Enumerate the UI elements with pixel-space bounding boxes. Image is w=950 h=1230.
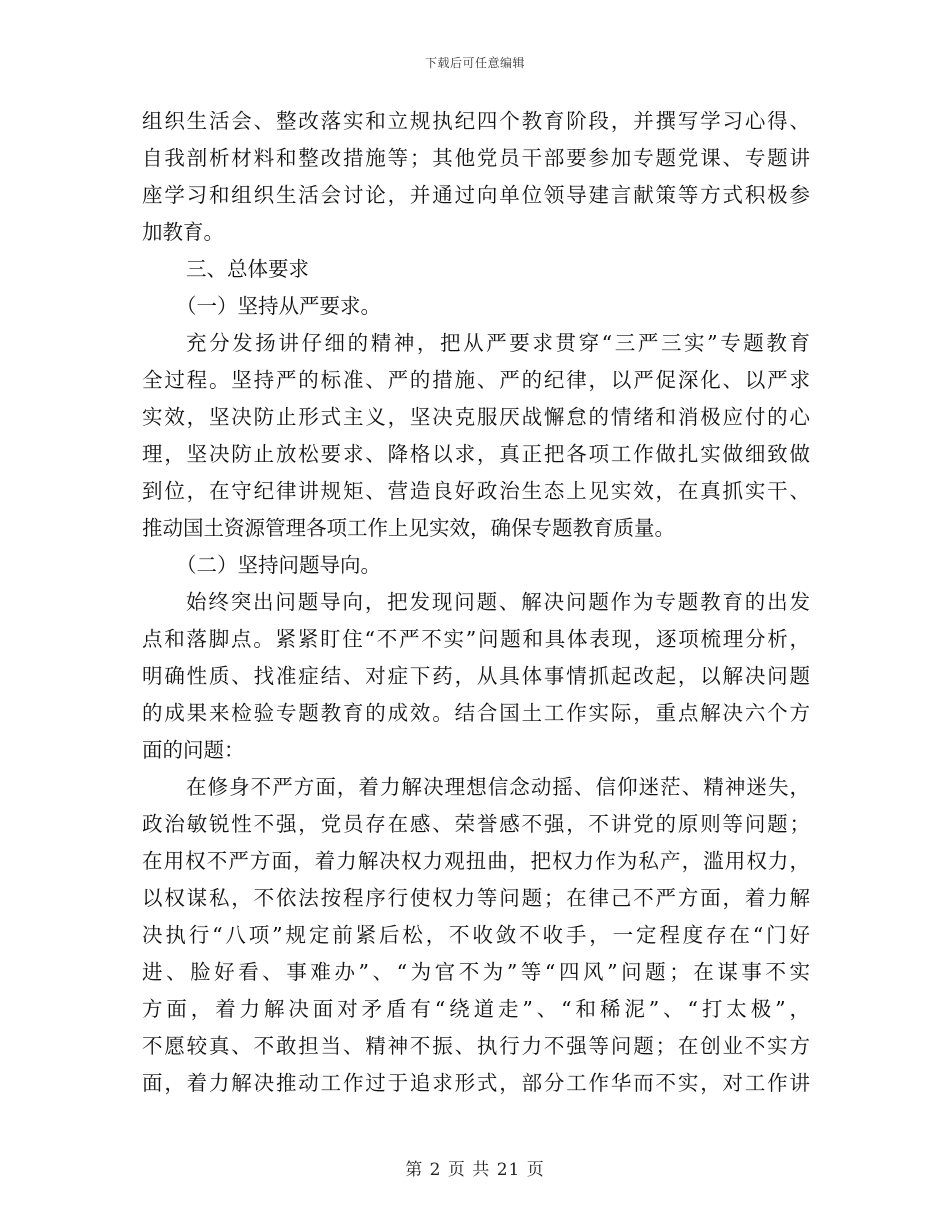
text-line: 在用权不严方面，着力解决权力观扭曲，把权力作为私产，滥用权力，: [142, 849, 810, 873]
text-line: 面，着力解决推动工作过于追求形式，部分工作华而不实，对工作讲: [142, 1071, 810, 1095]
text-line: 的成果来检验专题教育的成效。结合国土工作实际，重点解决六个方: [142, 701, 810, 725]
page-footer: 第 2 页 共 21 页: [405, 1160, 545, 1180]
text-line: 在修身不严方面，着力解决理想信念动摇、信仰迷茫、精神迷失，: [186, 775, 810, 799]
text-line: （一）坚持从严要求。: [176, 294, 381, 318]
text-line: 明确性质、找准症结、对症下药，从具体事情抓起改起，以解决问题: [142, 664, 810, 688]
text-line: 全过程。坚持严的标准、严的措施、严的纪律，以严促深化、以严求: [142, 368, 810, 392]
text-line: 面的问题：: [142, 738, 245, 762]
text-line: 加教育。: [142, 220, 224, 244]
text-line: 不愿较真、不敢担当、精神不振、执行力不强等问题；在创业不实方: [142, 1034, 810, 1058]
text-line: 理，坚决防止放松要求、降格以求，真正把各项工作做扎实做细致做: [142, 442, 810, 466]
text-line: 到位，在守纪律讲规矩、营造良好政治生态上见实效，在真抓实干、: [142, 479, 810, 503]
text-line: 三、总体要求: [186, 257, 309, 281]
page-header: 下载后可任意编辑: [424, 56, 525, 70]
text-line: 自我剖析材料和整改措施等；其他党员干部要参加专题党课、专题讲: [142, 146, 810, 170]
text-line: （二）坚持问题导向。: [176, 553, 381, 577]
document-body: [142, 103, 810, 1102]
text-line: 始终突出问题导向，把发现问题、解决问题作为专题教育的出发: [186, 590, 810, 614]
text-line: 政治敏锐性不强，党员存在感、荣誉感不强，不讲党的原则等问题；: [142, 812, 810, 836]
text-line: 充分发扬讲仔细的精神，把从严要求贯穿“三严三实”专题教育: [186, 331, 810, 355]
text-line: 实效，坚决防止形式主义，坚决克服厌战懈怠的情绪和消极应付的心: [142, 405, 810, 429]
text-line: 点和落脚点。紧紧盯住“不严不实”问题和具体表现，逐项梳理分析，: [142, 627, 810, 651]
text-line: 决执行“八项”规定前紧后松，不收敛不收手，一定程度存在“门好: [142, 923, 810, 947]
text-line: 座学习和组织生活会讨论，并通过向单位领导建言献策等方式积极参: [142, 183, 810, 207]
text-line: 进、脸好看、事难办”、“为官不为”等“四风”问题；在谋事不实: [142, 960, 810, 984]
text-line: 方面，着力解决面对矛盾有“绕道走”、“和稀泥”、“打太极”，: [142, 997, 810, 1021]
text-line: 以权谋私，不依法按程序行使权力等问题；在律己不严方面，着力解: [142, 886, 810, 910]
text-line: 推动国土资源管理各项工作上见实效，确保专题教育质量。: [142, 516, 675, 540]
text-line: 组织生活会、整改落实和立规执纪四个教育阶段，并撰写学习心得、: [142, 109, 810, 133]
